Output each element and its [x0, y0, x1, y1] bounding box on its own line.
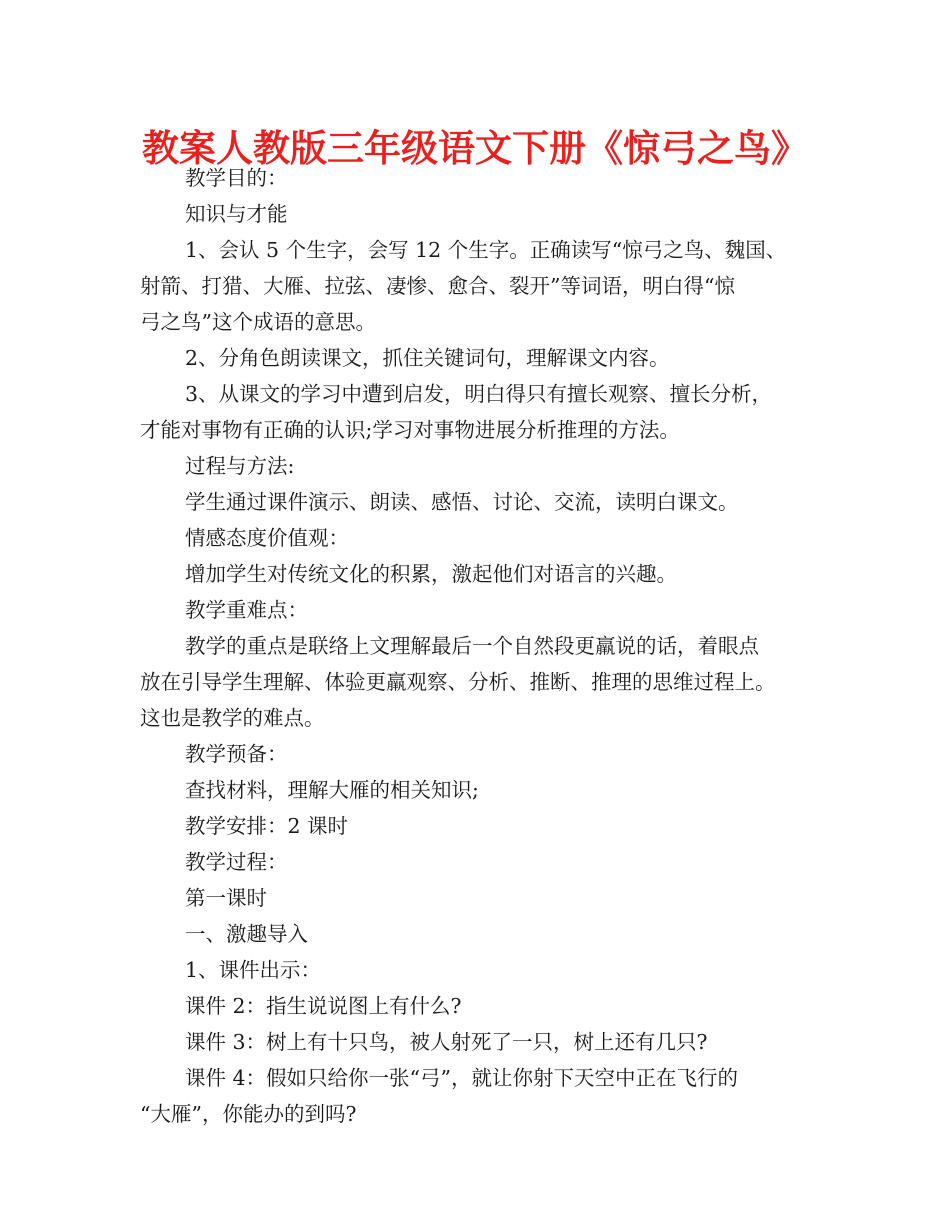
text-line: 过程与方法:	[185, 454, 295, 478]
text-line: 弓之鸟”这个成语的意思。	[140, 310, 376, 334]
text-line: 射箭、打猎、大雁、拉弦、凄惨、愈合、裂开”等词语，明白得“惊	[140, 274, 735, 298]
text-line: 学生通过课件演示、朗读、感悟、讨论、交流，读明白课文。	[185, 490, 739, 514]
text-line: 才能对事物有正确的认识;学习对事物进展分析推理的方法。	[140, 418, 680, 442]
document-title: 教案人教版三年级语文下册《惊弓之鸟》	[142, 127, 808, 170]
text-line: 教学安排：2 课时	[185, 814, 349, 838]
text-line: 教学过程：	[185, 850, 288, 874]
document-body	[140, 160, 820, 1132]
text-line: 2、分角色朗读课文，抓住关键词句，理解课文内容。	[185, 346, 670, 370]
text-line: 教学重难点：	[185, 598, 308, 622]
text-line: 一、激趣导入	[185, 922, 308, 946]
text-line: 知识与才能	[185, 202, 288, 226]
text-line: 第一课时	[185, 886, 267, 910]
text-line: 1、课件出示：	[185, 958, 322, 982]
text-line: 教学的重点是联络上文理解最后一个自然段更羸说的话，着眼点	[185, 634, 759, 658]
text-line: 增加学生对传统文化的积累，激起他们对语言的兴趣。	[185, 562, 677, 586]
text-line: 教学目的：	[185, 166, 288, 190]
text-line: 课件 4：假如只给你一张“弓”，就让你射下天空中正在飞行的	[185, 1066, 739, 1090]
text-line: 放在引导学生理解、体验更羸观察、分析、推断、推理的思维过程上。	[140, 670, 776, 694]
text-line: 查找材料，理解大雁的相关知识;	[185, 778, 479, 802]
text-line: 课件 3：树上有十只鸟，被人射死了一只，树上还有几只?	[185, 1030, 708, 1054]
text-line: 课件 2：指生说说图上有什么?	[185, 994, 462, 1018]
text-line: 这也是教学的难点。	[140, 706, 325, 730]
text-line: “大雁”，你能办的到吗?	[140, 1102, 357, 1126]
text-line: 教学预备：	[185, 742, 288, 766]
text-line: 1、会认 5 个生字，会写 12 个生字。正确读写“惊弓之鸟、魏国、	[185, 238, 787, 262]
text-line: 情感态度价值观：	[185, 526, 349, 550]
text-line: 3、从课文的学习中遭到启发，明白得只有擅长观察、擅长分析，	[185, 382, 773, 406]
